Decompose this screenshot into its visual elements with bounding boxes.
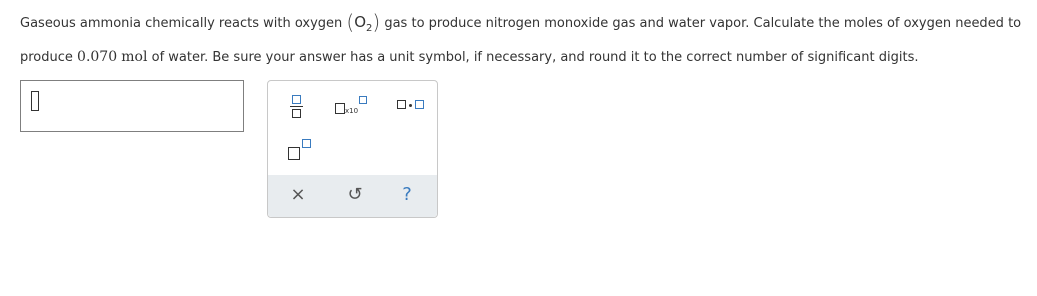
answer-input[interactable] [20, 80, 244, 132]
fraction-button[interactable] [290, 95, 304, 119]
superscript-icon [288, 147, 300, 160]
question-text-part: of water. Be sure your answer has a unit symbol, if necessary, and round it to the correct number of significant digits. [151, 50, 919, 65]
multiply-dot-icon [397, 100, 406, 109]
question-text [20, 8, 1020, 72]
water-amount-unit: mol [121, 49, 148, 65]
question-line-1 [20, 8, 1020, 43]
x10-label: x10 [345, 107, 359, 115]
scientific-notation-icon [335, 103, 345, 114]
clear-button[interactable]: × [290, 184, 306, 205]
cursor-placeholder-icon [31, 91, 39, 111]
multiply-dot-button[interactable] [397, 98, 425, 112]
scientific-notation-button[interactable] [335, 95, 369, 117]
question-line-2 [20, 43, 1020, 72]
question-text-part: gas to produce nitrogen monoxide gas and water vapor. Calculate the moles of oxygen needed to [384, 16, 1022, 31]
fraction-icon [292, 95, 301, 104]
question-text-part: Gaseous ammonia chemically reacts with oxygen [20, 16, 343, 31]
oxygen-formula: $(O_2)$ [346, 10, 381, 34]
math-palette [267, 80, 438, 218]
help-button[interactable]: ? [402, 184, 412, 205]
superscript-button[interactable] [288, 139, 312, 161]
water-amount-value: 0.070 [77, 49, 118, 65]
palette-toolbar [268, 175, 437, 217]
undo-button[interactable]: ↺ [347, 184, 363, 205]
question-text-part: produce [20, 50, 73, 65]
